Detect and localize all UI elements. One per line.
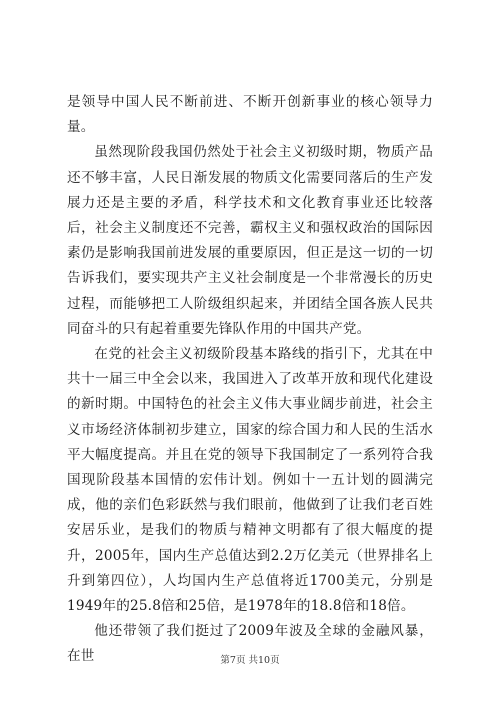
paragraph: 他还带领了我们挺过了2009年波及全球的金融风暴，在世 — [67, 623, 433, 665]
paragraph: 是领导中国人民不断前进、不断开创新事业的核心领导力量。 — [67, 94, 433, 136]
body-text — [67, 90, 433, 670]
paragraph: 虽然现阶段我国仍然处于社会主义初级时期，物质产品还不够丰富，人民日渐发展的物质文化需要同落后的生产发展力还是主要的矛盾，科学技术和文化教育事业还比较落后，社会主义制度还不完善，霸权主义和强权政治的国际因素仍是影响我国前进发展的重要原因，但正是这一切的一切告诉我们，要实现共产主义社会制度是一个非常漫长的历史过程，而能够把工人阶级组织起来，并团结全国各族人民共同奋斗的只有起着重要先锋队作用的中国共产党。 — [67, 144, 433, 337]
page-number: 第7页 共10页 — [220, 655, 280, 666]
page-footer — [0, 652, 500, 666]
paragraph: 在党的社会主义初级阶段基本路线的指引下，尤其在中共十一届三中全会以来，我国进入了改革开放和现代化建设的新时期。中国特色的社会主义伟大事业阔步前进，社会主义市场经济体制初步建立，国家的综合国力和人民的生活水平大幅度提高。并且在党的领导下我国制定了一系列符合我国现阶段基本国情的宏伟计划。例如十一五计划的圆满完成，他的亲们色彩跃然与我们眼前，他做到了让我们老百姓安居乐业，是我们的物质与精神文明都有了很大幅度的提升，2005年，国内生产总值达到2.2万亿美元（世界排名上升到第四位），人均国内生产总值将近1700美元，分别是1949年的25.8倍和25倍，是1978年的18.8倍和18倍。 — [67, 346, 433, 615]
